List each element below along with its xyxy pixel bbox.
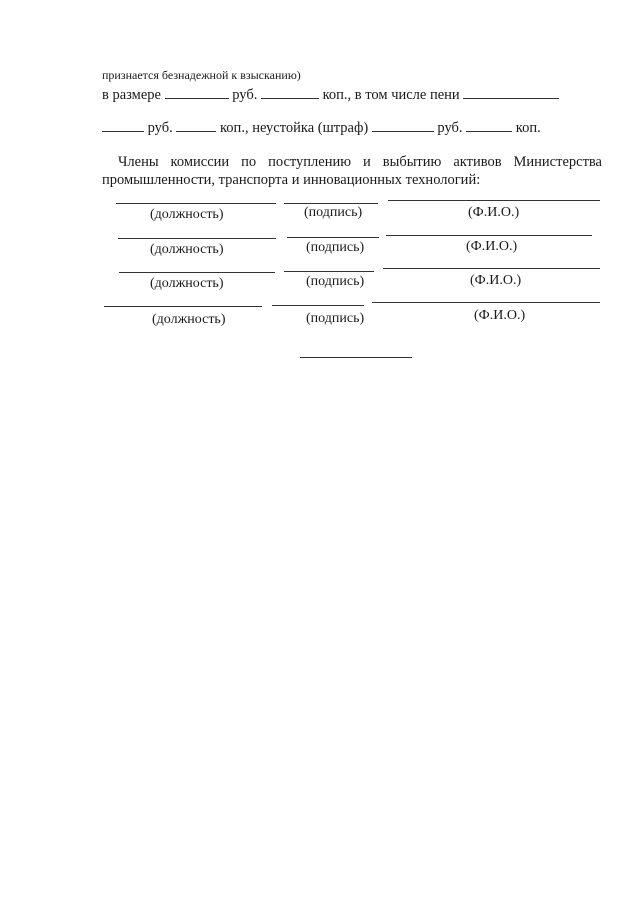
position-caption: (должность) xyxy=(150,276,224,291)
commission-paragraph: Члены комиссии по поступлению и выбытию активов Министерства промышленности, транспорта и инновационных технологий: xyxy=(102,154,602,188)
fine-kop-blank xyxy=(466,119,512,132)
signature-caption: (подпись) xyxy=(304,205,363,220)
amount-rub-blank xyxy=(165,86,229,99)
end-divider xyxy=(300,357,412,358)
signature-caption: (подпись) xyxy=(306,240,365,255)
signature-line xyxy=(287,237,379,238)
position-caption: (должность) xyxy=(150,207,224,222)
fine-rub-blank xyxy=(372,119,434,132)
fine-rub-label: руб. xyxy=(437,120,463,136)
fio-line xyxy=(372,302,600,303)
penalty-kop-blank xyxy=(176,119,216,132)
fine-kop-label: коп. xyxy=(515,120,541,136)
position-line xyxy=(104,306,262,307)
signature-caption: (подпись) xyxy=(306,311,365,326)
amount-kop-label: коп., в том числе пени xyxy=(322,87,460,103)
fio-line xyxy=(383,268,600,269)
amount-rub-label: руб. xyxy=(232,87,258,103)
fio-caption: (Ф.И.О.) xyxy=(470,273,522,288)
position-line xyxy=(119,272,275,273)
amount-kop-blank xyxy=(261,86,319,99)
penalty-rub-label: руб. xyxy=(147,120,173,136)
fio-caption: (Ф.И.О.) xyxy=(474,308,526,323)
penalty-line xyxy=(102,119,541,137)
amount-prefix: в размере xyxy=(102,87,161,103)
penalty-rub-blank xyxy=(102,119,144,132)
signature-line xyxy=(284,203,378,204)
fio-caption: (Ф.И.О.) xyxy=(466,239,518,254)
position-line xyxy=(118,238,276,239)
position-line xyxy=(116,203,276,204)
fio-caption: (Ф.И.О.) xyxy=(468,205,520,220)
penalty-blank xyxy=(463,86,559,99)
amount-line xyxy=(102,86,559,104)
signature-caption: (подпись) xyxy=(306,274,365,289)
position-caption: (должность) xyxy=(150,242,224,257)
fio-line xyxy=(386,235,592,236)
signature-line xyxy=(272,305,364,306)
position-caption: (должность) xyxy=(152,312,226,327)
signature-line xyxy=(284,271,374,272)
fio-line xyxy=(388,200,600,201)
continuation-text: признается безнадежной к взысканию) xyxy=(102,68,301,82)
fine-label: коп., неустойка (штраф) xyxy=(220,120,369,136)
